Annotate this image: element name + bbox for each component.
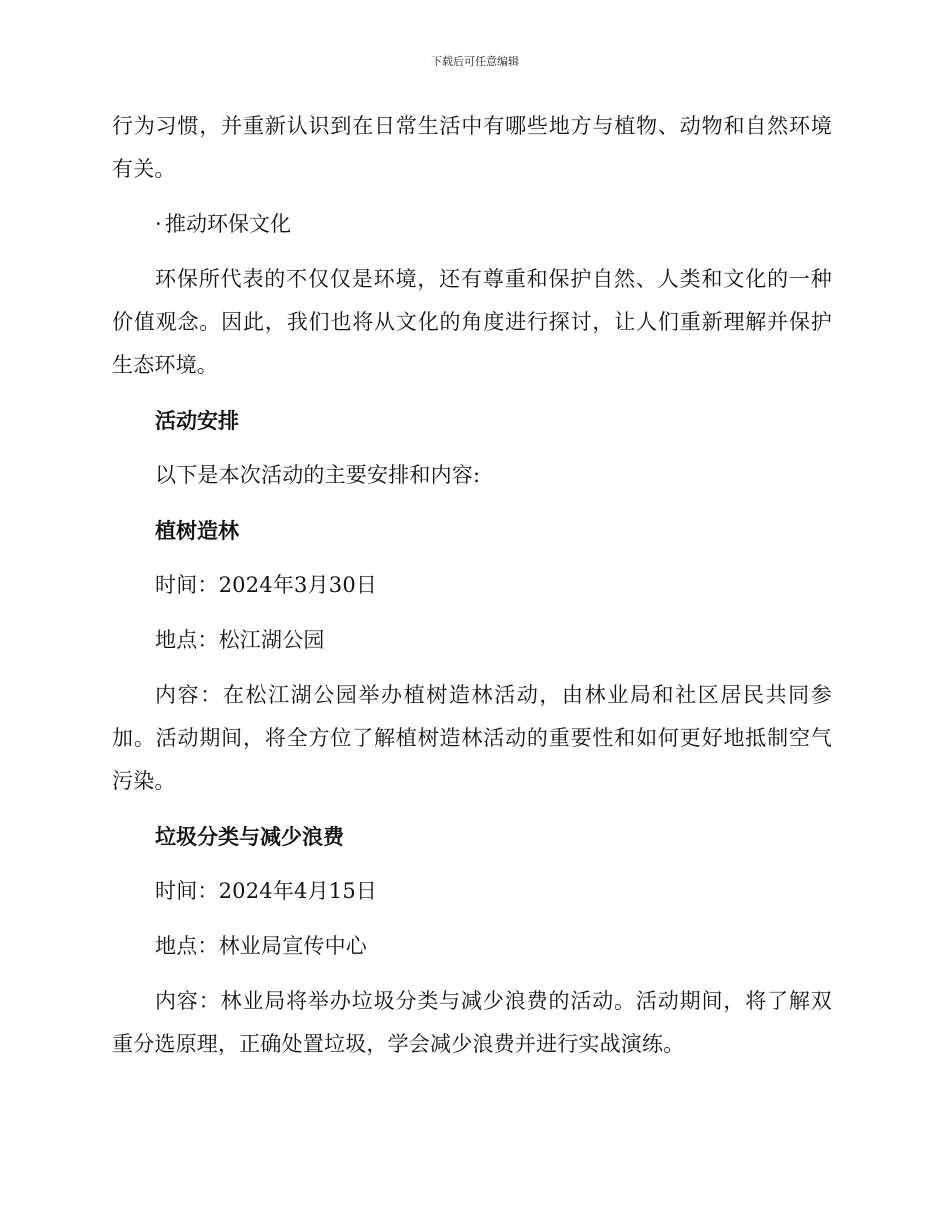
- paragraph-activity-intro: 以下是本次活动的主要安排和内容:: [155, 463, 481, 487]
- page-header: 下载后可任意编辑: [431, 55, 519, 68]
- document-body: [112, 105, 832, 1078]
- bullet-item: [112, 203, 832, 246]
- paragraph-culture: 环保所代表的不仅仅是环境，还有尊重和保护自然、人类和文化的一种价值观念。因此，我们也将从文化的角度进行探讨，让人们重新理解并保护生态环境。: [112, 267, 832, 377]
- subheading-waste-sorting: 垃圾分类与减少浪费: [155, 824, 344, 849]
- bullet-item-text: 推动环保文化: [165, 212, 291, 236]
- tree-planting-time: 时间：2024年3月30日: [155, 573, 378, 597]
- waste-sorting-time: 时间：2024年4月15日: [155, 879, 378, 903]
- paragraph-intro-continuation: 行为习惯，并重新认识到在日常生活中有哪些地方与植物、动物和自然环境有关。: [112, 114, 832, 181]
- tree-planting-place: 地点：松江湖公园: [155, 628, 325, 652]
- tree-planting-content: 内容：在松江湖公园举办植树造林活动，由林业局和社区居民共同参加。活动期间，将全方位了解植树造林活动的重要性和如何更好地抵制空气污染。: [112, 683, 832, 793]
- waste-sorting-content: 内容：林业局将举办垃圾分类与减少浪费的活动。活动期间，将了解双重分选原理，正确处置垃圾，学会减少浪费并进行实战演练。: [112, 989, 832, 1056]
- subheading-tree-planting: 植树造林: [155, 518, 239, 543]
- bullet-marker: ·: [155, 212, 162, 236]
- waste-sorting-place: 地点：林业局宣传中心: [155, 934, 367, 958]
- section-heading-activity: 活动安排: [155, 408, 239, 433]
